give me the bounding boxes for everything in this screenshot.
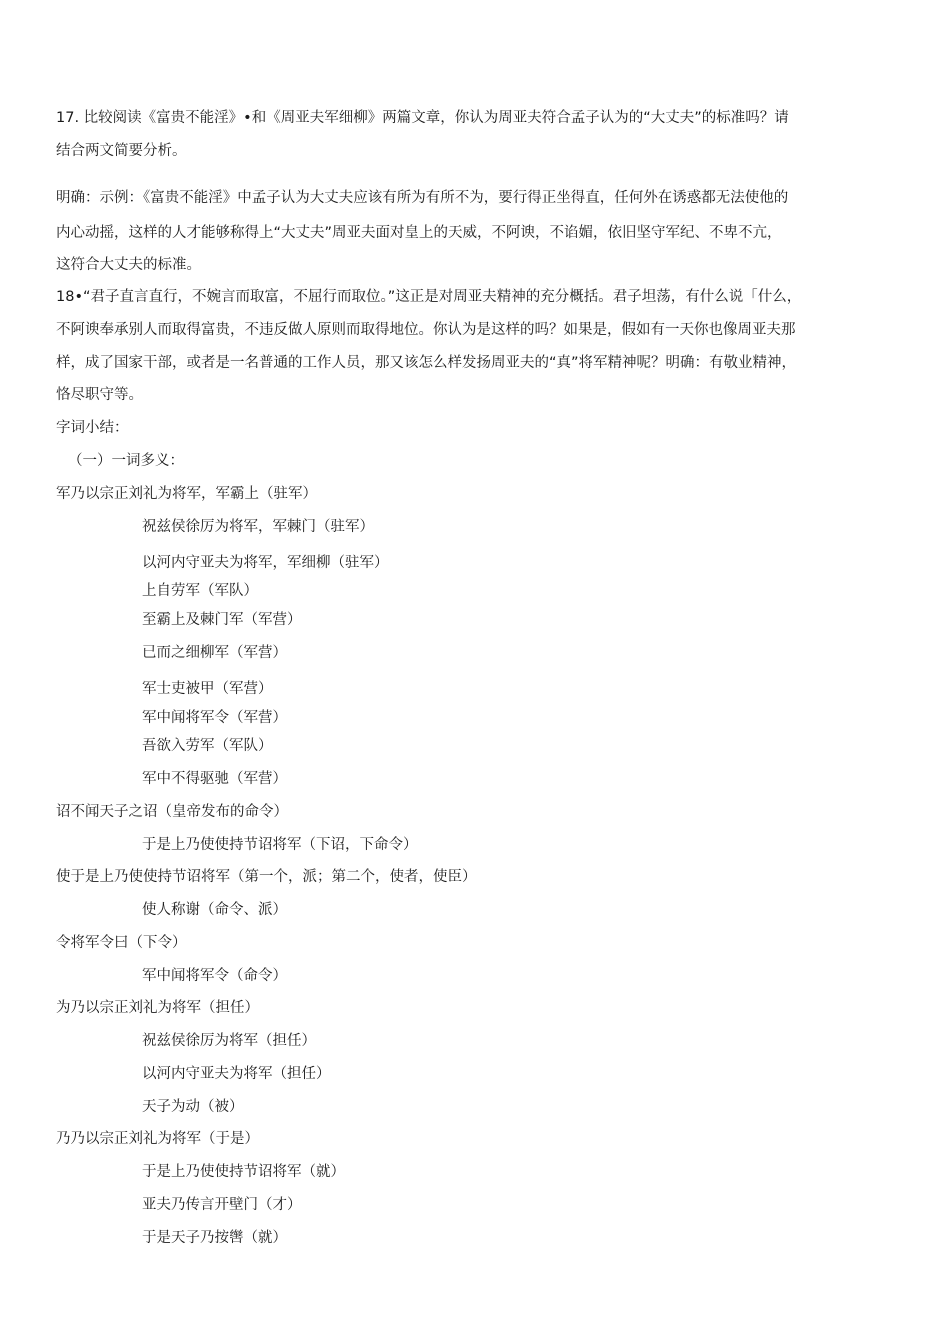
summary-subtitle: （一）一词多义： [68, 453, 184, 469]
entry-wei-item: 以河内守亚夫为将军（担任） [142, 1066, 331, 1082]
question-18-line-2: 不阿谀奉承别人而取得富贵，不违反做人原则而取得地位。你认为是这样的吗？如果是，假如有一天你也像周亚夫那 [56, 322, 796, 338]
answer-17-line-1: 明确：示例：《富贵不能淫》中孟子认为大丈夫应该有所为有所不为，要行得正坐得直，任何外在诱惑都无法使他的 [56, 190, 789, 206]
entry-jun-item: 至霸上及棘门军（军营） [142, 612, 302, 628]
answer-17-line-3: 这符合大丈夫的标准。 [56, 257, 201, 273]
question-18-line-3: 样，成了国家干部，或者是一名普通的工作人员，那又该怎么样发扬周亚夫的“真”将军精神呢？明确：有敬业精神， [56, 355, 797, 371]
entry-wei-item: 天子为动（被） [142, 1099, 244, 1115]
entry-nai-item: 于是天子乃按辔（就） [142, 1230, 287, 1246]
entry-nai-item: 亚夫乃传言开壁门（才） [142, 1197, 302, 1213]
entry-jun-item: 吾欲入劳军（军队） [142, 738, 273, 754]
entry-jun-item: 上自劳军（军队） [142, 583, 258, 599]
entry-zhao-head: 诏不闻天子之诏（皇帝发布的命令） [56, 804, 288, 820]
entry-jun-item: 祝兹侯徐厉为将军，军棘门（驻军） [142, 519, 374, 535]
entry-ling-head: 令将军令曰（下令） [56, 935, 187, 951]
entry-jun-item: 军士吏被甲（军营） [142, 681, 273, 697]
entry-wei-item: 祝兹侯徐厉为将军（担任） [142, 1033, 316, 1049]
entry-jun-item: 已而之细柳军（军营） [142, 645, 287, 661]
question-18-line-1: 18•“君子直言直行，不婉言而取富，不屈行而取位。”这正是对周亚夫精神的充分概括。君子坦荡，有什么说「什么， [56, 289, 802, 305]
entry-zhao-item: 于是上乃使使持节诏将军（下诏，下命令） [142, 837, 418, 853]
answer-17-line-2: 内心动摇，这样的人才能够称得上“大丈夫”周亚夫面对皇上的天威，不阿谀，不谄媚，依旧坚守军纪、不卑不亢， [56, 225, 782, 241]
entry-wei-head: 为乃以宗正刘礼为将军（担任） [56, 1000, 259, 1016]
entry-jun-head: 军乃以宗正刘礼为将军，军霸上（驻军） [56, 486, 317, 502]
entry-ling-item: 军中闻将军令（命令） [142, 968, 287, 984]
question-17-line-1: 17. 比较阅读《富贵不能淫》•和《周亚夫军细柳》两篇文章，你认为周亚夫符合孟子认为的“大丈夫”的标准吗？请 [56, 110, 789, 126]
entry-jun-item: 军中闻将军令（军营） [142, 710, 287, 726]
entry-nai-item: 于是上乃使使持节诏将军（就） [142, 1164, 345, 1180]
entry-shi-item: 使人称谢（命令、派） [142, 902, 287, 918]
entry-jun-item: 军中不得驱驰（军营） [142, 771, 287, 787]
question-18-line-4: 恪尽职守等。 [56, 387, 143, 403]
entry-shi-head: 使于是上乃使使持节诏将军（第一个，派；第二个，使者，使臣） [56, 869, 477, 885]
entry-jun-item: 以河内守亚夫为将军，军细柳（驻军） [142, 555, 389, 571]
entry-nai-head: 乃乃以宗正刘礼为将军（于是） [56, 1131, 259, 1147]
summary-title: 字词小结： [56, 420, 129, 436]
question-17-line-2: 结合两文简要分析。 [56, 143, 187, 159]
